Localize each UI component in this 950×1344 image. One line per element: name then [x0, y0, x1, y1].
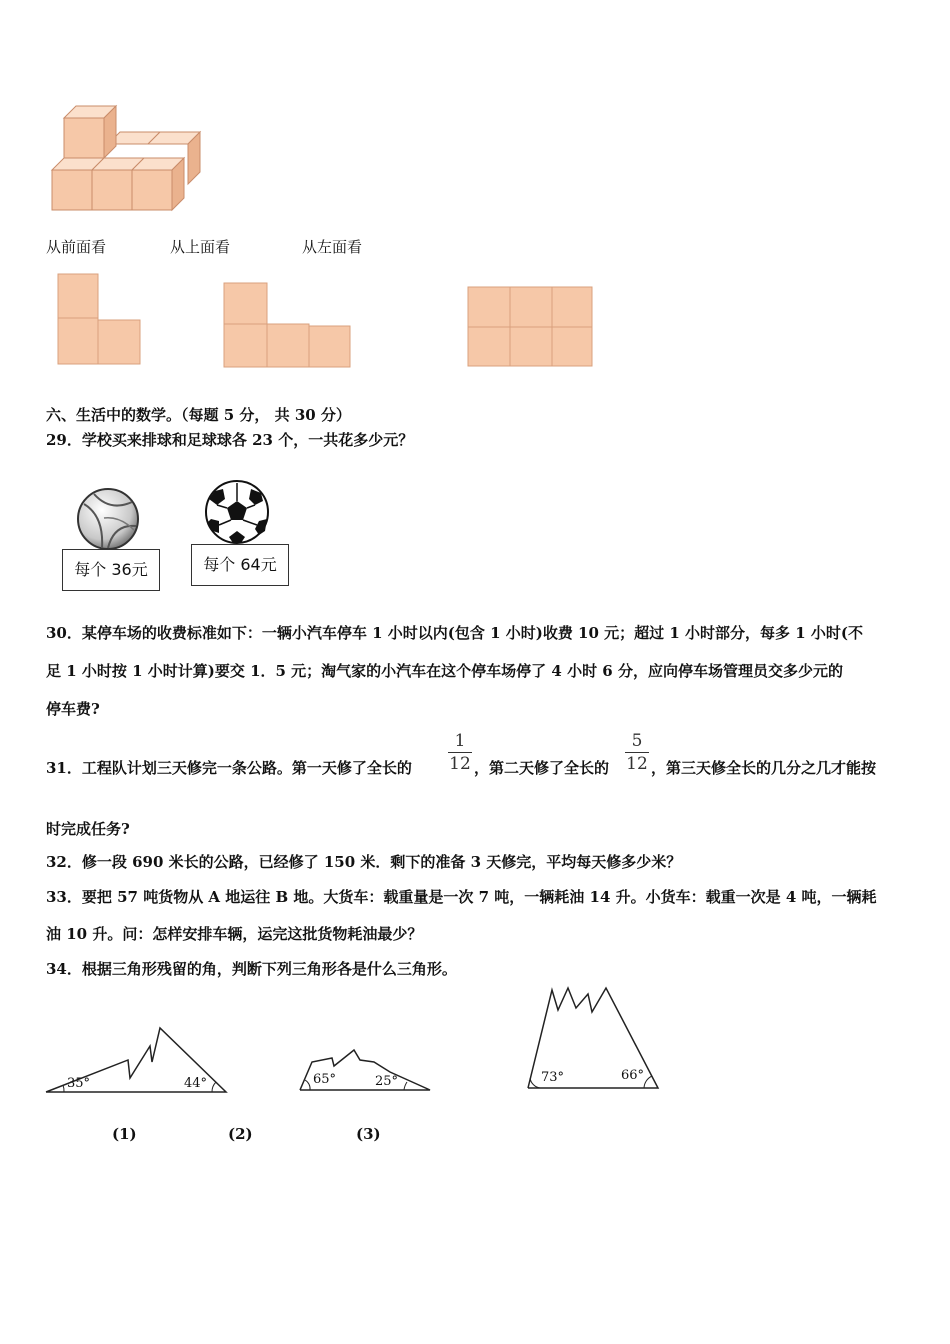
triangle-2-angle-b: 25° — [375, 1074, 399, 1089]
question-31-line-2: 时完成任务? — [46, 820, 130, 838]
question-29: 29．学校买来排球和足球球各 23 个，一共花多少元？ — [46, 431, 414, 449]
triangle-label-2: (2) — [228, 1125, 253, 1143]
triangle-label-1: (1) — [112, 1125, 137, 1143]
triangle-3-angle-a: 73° — [541, 1070, 565, 1085]
volleyball-icon — [74, 486, 142, 552]
front-view-figure — [54, 272, 144, 368]
question-33-line-2: 油 10 升。问：怎样安排车辆，运完这批货物耗油最少？ — [46, 925, 423, 943]
fraction-1-numerator: 1 — [454, 731, 466, 751]
view-label-front: 从前面看 — [46, 238, 107, 256]
football-price-box: 每个 64元 — [191, 544, 289, 586]
triangle-1-angle-b: 44° — [184, 1076, 208, 1091]
view-label-left: 从左面看 — [302, 238, 363, 256]
triangle-label-3: (3) — [356, 1125, 381, 1143]
triangle-3-angle-b: 66° — [621, 1068, 645, 1083]
question-31-part-3: ，第三天修全长的几分之几才能按 — [651, 759, 877, 777]
fraction-five-twelfths — [624, 731, 650, 774]
question-32: 32．修一段 690 米长的公路，已经修了 150 米．剩下的准备 3 天修完，平均每天修多少米？ — [46, 853, 682, 871]
fraction-1-denominator: 12 — [449, 754, 471, 774]
question-30-line-2: 足 1 小时按 1 小时计算)要交 1．5 元；淘气家的小汽车在这个停车场停了 4 小时 6 分，应向停车场管理员交多少元的 — [46, 662, 843, 680]
question-31-part-1: 31．工程队计划三天修完一条公路。第一天修了全长的 — [46, 759, 412, 777]
question-30-line-1: 30．某停车场的收费标准如下：一辆小汽车停车 1 小时以内(包含 1 小时)收费 10 元；超过 1 小时部分，每多 1 小时(不 — [46, 624, 864, 642]
volleyball-price-box: 每个 36元 — [62, 549, 160, 591]
question-33-line-1: 33．要把 57 吨货物从 A 地运往 B 地。大货车：载重量是一次 7 吨，一辆耗油 14 升。小货车：载重一次是 4 吨，一辆耗 — [46, 888, 877, 906]
triangle-2-angle-a: 65° — [313, 1072, 337, 1087]
question-31-part-2: ，第二天修了全长的 — [474, 759, 610, 777]
fraction-2-denominator: 12 — [626, 754, 648, 774]
left-view-figure — [464, 284, 596, 370]
football-icon — [203, 479, 271, 545]
view-label-top: 从上面看 — [170, 238, 231, 256]
fraction-2-numerator: 5 — [631, 731, 643, 751]
top-view-figure — [220, 280, 354, 370]
section-6-title: 六、生活中的数学。（每题 5 分， 共 30 分） — [46, 406, 351, 424]
question-34: 34．根据三角形残留的角，判断下列三角形各是什么三角形。 — [46, 960, 457, 978]
cube-arrangement-figure — [48, 100, 208, 220]
fraction-one-twelfth — [447, 731, 473, 774]
triangle-1-angle-a: 35° — [67, 1076, 91, 1091]
question-30-line-3: 停车费? — [46, 700, 100, 718]
